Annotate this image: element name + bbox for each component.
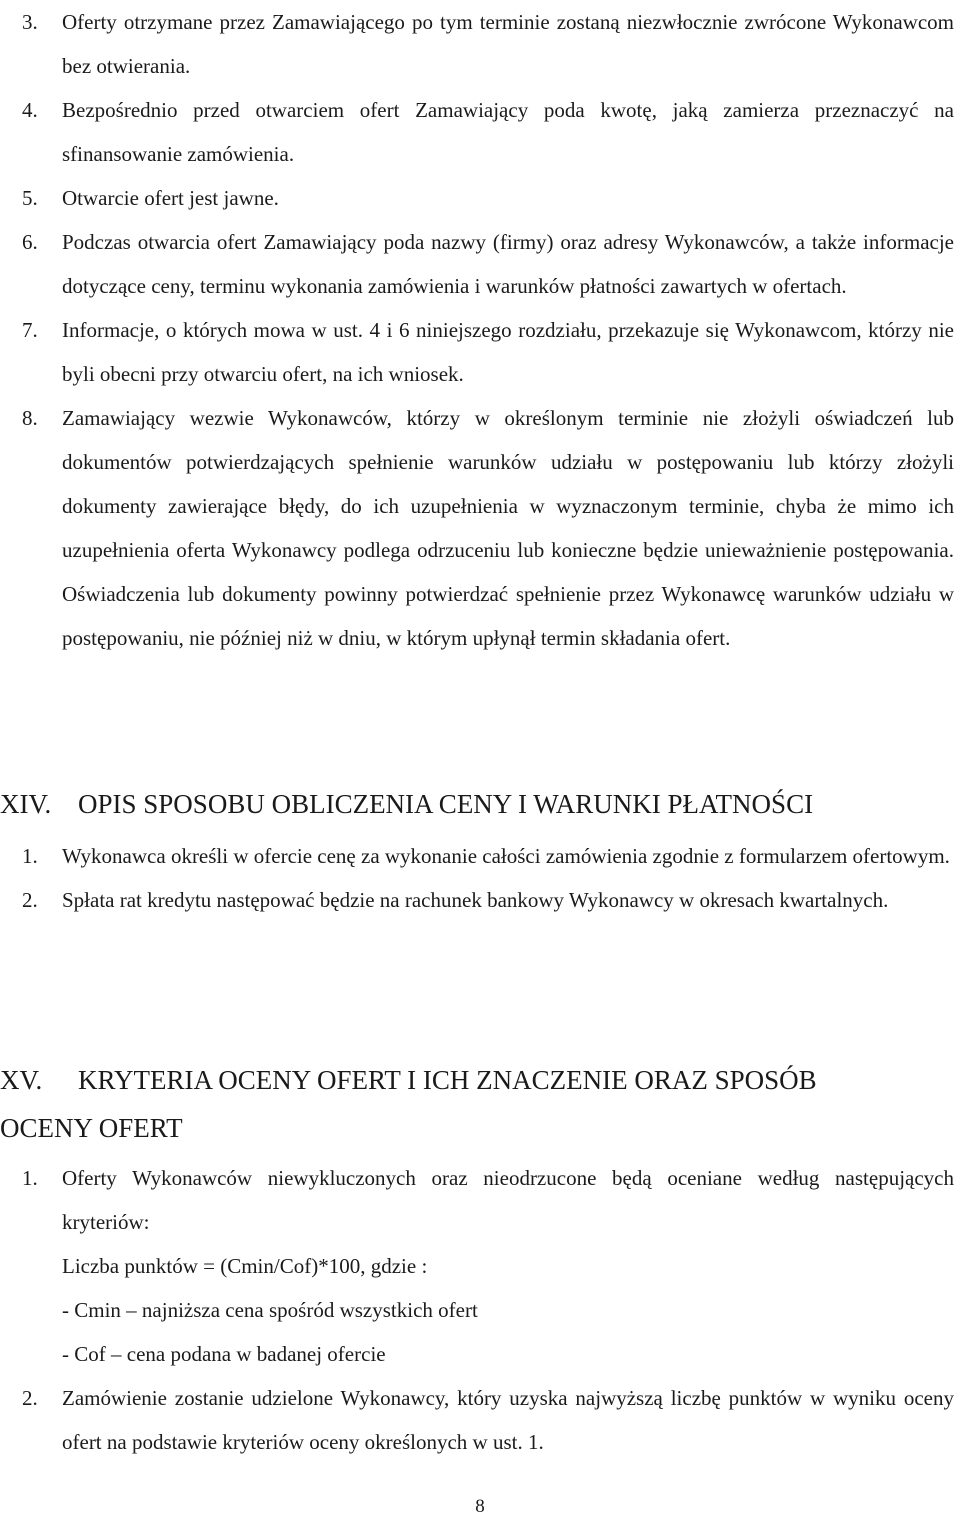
item-text: Bezpośrednio przed otwarciem ofert Zamawiający poda kwotę, jaką zamierza przeznaczyć na sfinansowanie zamówienia. [62,98,954,166]
item-text: Zamawiający wezwie Wykonawców, którzy w określonym terminie nie złożyli oświadczeń lub dokumentów potwierdzających spełnienie warunków udziału w postępowaniu lub którzy złożyli dokumenty zawierające błędy, do ich uzupełnienia w wyznaczonym terminie, chyba że mimo ich uzupełnienia oferta Wykonawcy podlega odrzuceniu lub konieczne będzie unieważnienie postępowania. Oświadczenia lub dokumenty powinny potwierdzać spełnienie przez Wykonawcę warunków udziału w postępowaniu, nie później niż w dniu, w którym upłynął termin składania ofert. [62,406,954,650]
item-text: Zamówienie zostanie udzielone Wykonawcy, który uzyska najwyższą liczbę punktów w wyniku oceny ofert na podstawie kryteriów oceny określonych w ust. 1. [62,1386,954,1454]
section-xv [0,1056,960,1464]
list-item [0,308,960,396]
item-text: Spłata rat kredytu następować będzie na rachunek bankowy Wykonawcy w okresach kwartalnych. [62,888,889,912]
list-item [0,1376,960,1464]
item-number: 1. [22,844,38,868]
section-heading-continued [0,1104,960,1152]
list-xv [0,1156,960,1464]
item-text: Otwarcie ofert jest jawne. [62,186,279,210]
item-number: 5. [22,186,38,210]
item-number: 3. [22,10,38,34]
section-title-line1: KRYTERIA OCENY OFERT I ICH ZNACZENIE ORAZ SPOSÓB [78,1065,817,1095]
section-number: XIV. [0,789,52,819]
list-item [0,1156,960,1244]
item-number: 8. [22,406,38,430]
list-xiv [0,834,960,922]
section-heading [0,780,960,828]
page-number: 8 [475,1496,485,1517]
list-item [0,0,960,88]
item-number: 2. [22,888,38,912]
section-xiv [0,780,960,922]
section-heading [0,1056,960,1104]
item-number: 6. [22,230,38,254]
list-item [0,878,960,922]
definition-cof: - Cof – cena podana w badanej ofercie [62,1342,386,1366]
item-number: 2. [22,1386,38,1410]
definition-cmin: - Cmin – najniższa cena spośród wszystkich ofert [62,1298,478,1322]
list-item [0,176,960,220]
item-number: 7. [22,318,38,342]
section-title-line2: OCENY OFERT [0,1113,183,1143]
list-item [0,396,960,660]
section-previous [0,0,960,660]
formula: Liczba punktów = (Cmin/Cof)*100, gdzie : [62,1254,428,1278]
list-previous [0,0,960,660]
item-number: 1. [22,1166,38,1190]
item-number: 4. [22,98,38,122]
item-text: Informacje, o których mowa w ust. 4 i 6 niniejszego rozdziału, przekazuje się Wykonawcom, którzy nie byli obecni przy otwarciu ofert, na ich wniosek. [62,318,954,386]
list-item [0,220,960,308]
section-title: OPIS SPOSOBU OBLICZENIA CENY I WARUNKI PŁATNOŚCI [78,789,814,819]
item-text: Oferty otrzymane przez Zamawiającego po tym terminie zostaną niezwłocznie zwrócone Wykonawcom bez otwierania. [62,10,954,78]
item-text: Podczas otwarcia ofert Zamawiający poda nazwy (firmy) oraz adresy Wykonawców, a także informacje dotyczące ceny, terminu wykonania zamówienia i warunków płatności zawartych w ofertach. [62,230,954,298]
item-text: Wykonawca określi w ofercie cenę za wykonanie całości zamówienia zgodnie z formularzem ofertowym. [62,844,950,868]
list-item [0,88,960,176]
item-text: Oferty Wykonawców niewykluczonych oraz nieodrzucone będą oceniane według następujących kryteriów: [62,1166,954,1234]
list-item [0,834,960,878]
section-number: XV. [0,1065,43,1095]
